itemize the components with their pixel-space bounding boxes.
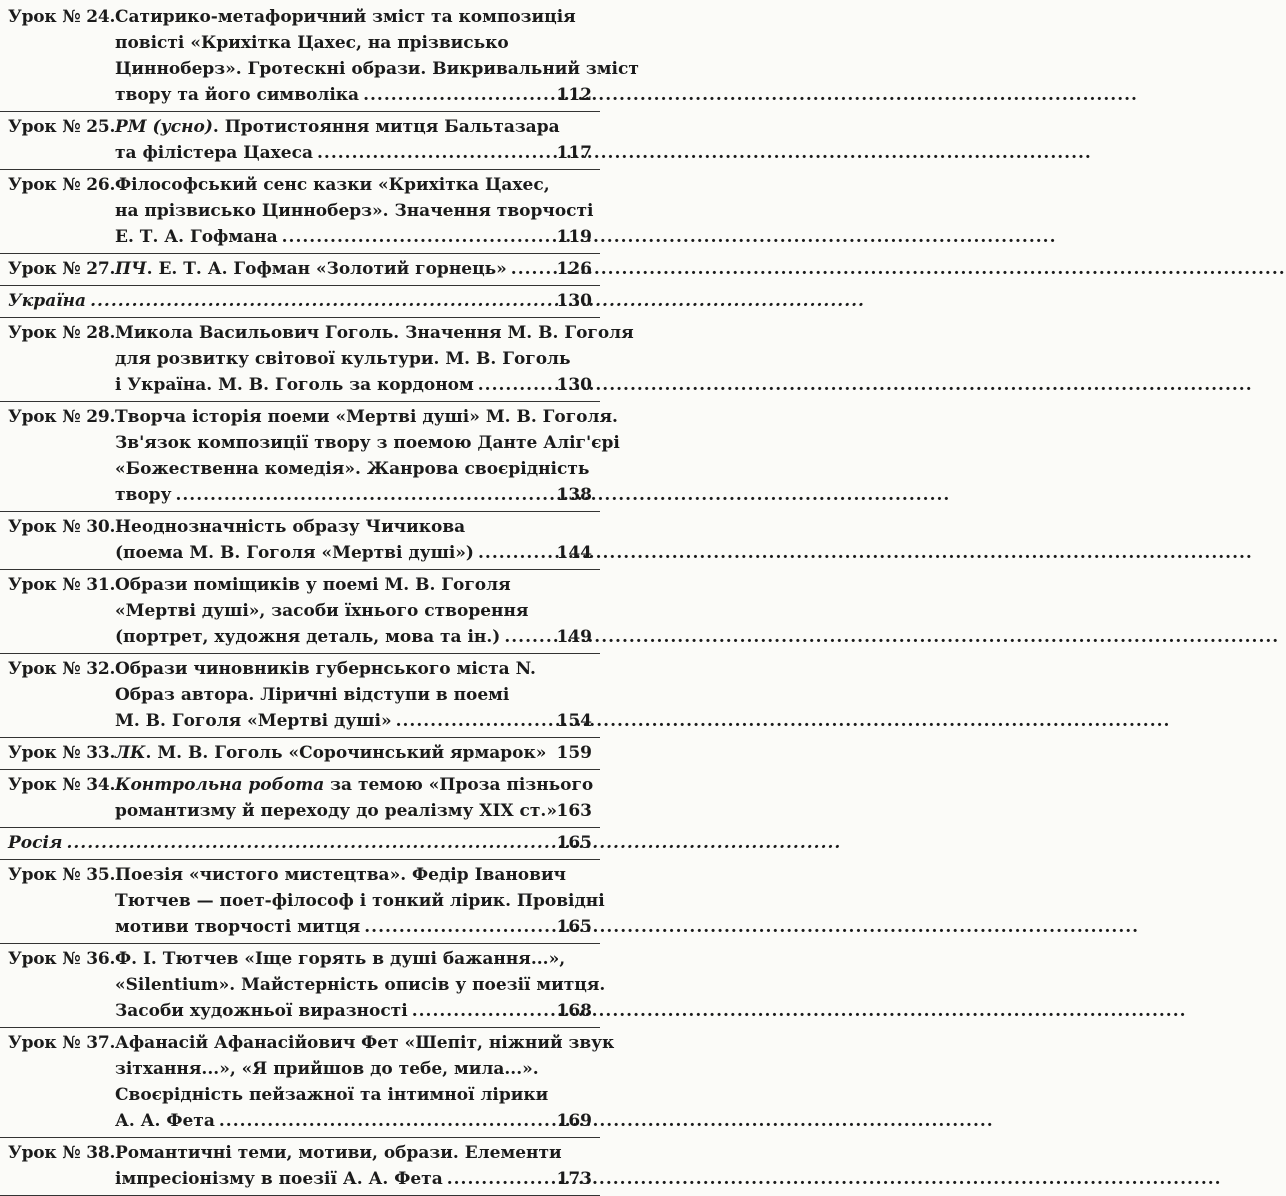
leader-dots — [282, 224, 1057, 250]
lesson-number: Урок № 35. — [8, 865, 116, 885]
lesson-title: Афанасій Афанасійович Фет «Шепіт, ніжний звук зітхання...», «Я прийшов до тебе, мила...». Своєрідність пейзажної та інтимної лірики А. А. Фета ..... — [115, 1030, 550, 1134]
toc-entry — [0, 860, 605, 944]
page-number: 173 — [556, 1169, 592, 1189]
lesson-number: Урок № 36. — [8, 949, 116, 969]
page-number: 154 — [556, 711, 592, 731]
lesson-title: ЛК. М. В. Гоголь «Сорочинський ярмарок» — [115, 743, 547, 763]
page-number: 165 — [556, 917, 592, 937]
lesson-title: Неоднозначність образу Чичикова (поема М. В. Гоголя «Мертві душі») ..... — [115, 514, 550, 566]
page-number: 119 — [556, 227, 592, 247]
lesson-number: Урок № 30. — [8, 517, 116, 537]
page-number: 130 — [556, 291, 592, 311]
lesson-title: РМ (усно). Протистояння митця Бальтазара та філістера Цахеса ..... — [115, 114, 550, 166]
toc-entry — [0, 170, 600, 254]
section-heading — [0, 286, 600, 318]
page-number: 144 — [556, 543, 592, 563]
leader-dots — [511, 256, 1286, 282]
leader-dots — [478, 540, 1253, 566]
lesson-number: Урок № 24. — [8, 7, 116, 27]
leader-dots — [504, 624, 1279, 650]
page-number: 159 — [556, 743, 592, 763]
lesson-number: Урок № 31. — [8, 575, 116, 595]
leader-dots — [363, 82, 1138, 108]
page-number: 112 — [556, 85, 592, 105]
lesson-number: Урок № 34. — [8, 775, 116, 795]
lesson-number: Урок № 38. — [8, 1143, 116, 1163]
lesson-number: Урок № 26. — [8, 175, 116, 195]
lesson-title: Микола Васильович Гоголь. Значення М. В. Гоголя для розвитку світової культури. М. В. Гоголь і Україна. М. В. Гоголь за кордоном ..... — [115, 320, 550, 398]
page-number: 117 — [556, 143, 592, 163]
lesson-number: Урок № 33. — [8, 743, 116, 763]
toc-entry — [0, 738, 600, 770]
lesson-title: Поезія «чистого мистецтва». Федір Іванович Тютчев — поет-філософ і тонкий лірик. Провідні мотиви творчості митця ..... — [115, 862, 550, 940]
page-number: 130 — [556, 375, 592, 395]
leader-dots — [219, 1108, 994, 1134]
leader-dots — [478, 372, 1253, 398]
leader-dots — [66, 830, 841, 856]
toc-entry — [0, 112, 600, 170]
toc-entry — [0, 402, 620, 512]
lesson-number: Урок № 28. — [8, 323, 116, 343]
leader-dots — [396, 708, 1171, 734]
page-number: 149 — [556, 627, 592, 647]
toc-entry — [0, 318, 634, 402]
page-number: 168 — [556, 1001, 592, 1021]
lesson-number: Урок № 32. — [8, 659, 116, 679]
lesson-number: Урок № 29. — [8, 407, 116, 427]
toc-entry — [0, 1028, 615, 1138]
toc-entry — [0, 1138, 600, 1196]
lesson-title: Контрольна робота за темою «Проза пізнього романтизму й переходу до реалізму XIX ст.» — [115, 775, 594, 821]
toc-entry — [0, 770, 600, 828]
lesson-title: Образи поміщиків у поемі М. В. Гоголя «Мертві душі», засоби їхнього створення (портрет, художня деталь, мова та ін.) ..... — [115, 572, 550, 650]
lesson-number: Урок № 25. — [8, 117, 116, 137]
lesson-title: ПЧ. Е. Т. А. Гофман «Золотий горнець» ..... — [115, 256, 550, 282]
lesson-title: Ф. І. Тютчев «Іще горять в душі бажання...», «Silentium». Майстерність описів у поезії митця. Засоби художньої виразності ..... — [115, 946, 550, 1024]
table-of-contents — [0, 0, 639, 1189]
lesson-title: Філософський сенс казки «Крихітка Цахес, на прізвисько Цинноберз». Значення творчості Е. Т. А. Гофмана ..... — [115, 172, 550, 250]
lesson-title: Сатирико-метафоричний зміст та композиція повісті «Крихітка Цахес, на прізвисько Цинноберз». Гротескні образи. Викривальний зміст твору та його символіка ..... — [115, 4, 550, 108]
lesson-title: Творча історія поеми «Мертві душі» М. В. Гоголя. Зв'язок композиції твору з поемою Данте Аліг'єрі «Божественна комедія». Жанрова своєрідність твору ..... — [115, 404, 550, 508]
toc-entry — [0, 254, 600, 286]
page-number: 169 — [556, 1111, 592, 1131]
section-title: Росія ..... — [8, 830, 548, 856]
toc-entry — [0, 570, 600, 654]
lesson-title: Романтичні теми, мотиви, образи. Елементи імпресіонізму в поезії А. А. Фета ..... — [115, 1140, 550, 1192]
leader-dots — [412, 998, 1187, 1024]
lesson-title: Образи чиновників губернського міста N. Образ автора. Ліричні відступи в поемі М. В. Гоголя «Мертві душі» ..... — [115, 656, 550, 734]
page-number: 126 — [556, 259, 592, 279]
page-number: 138 — [556, 485, 592, 505]
toc-entry — [0, 512, 600, 570]
toc-entry — [0, 2, 639, 112]
lesson-number: Урок № 37. — [8, 1033, 116, 1053]
section-title: Україна ..... — [8, 288, 548, 314]
page-number: 165 — [556, 833, 592, 853]
page-number: 163 — [556, 801, 592, 821]
leader-dots — [364, 914, 1139, 940]
leader-dots — [90, 288, 865, 314]
toc-entry — [0, 944, 606, 1028]
leader-dots — [317, 140, 1092, 166]
lesson-number: Урок № 27. — [8, 259, 116, 279]
toc-entry — [0, 654, 600, 738]
section-heading — [0, 828, 600, 860]
